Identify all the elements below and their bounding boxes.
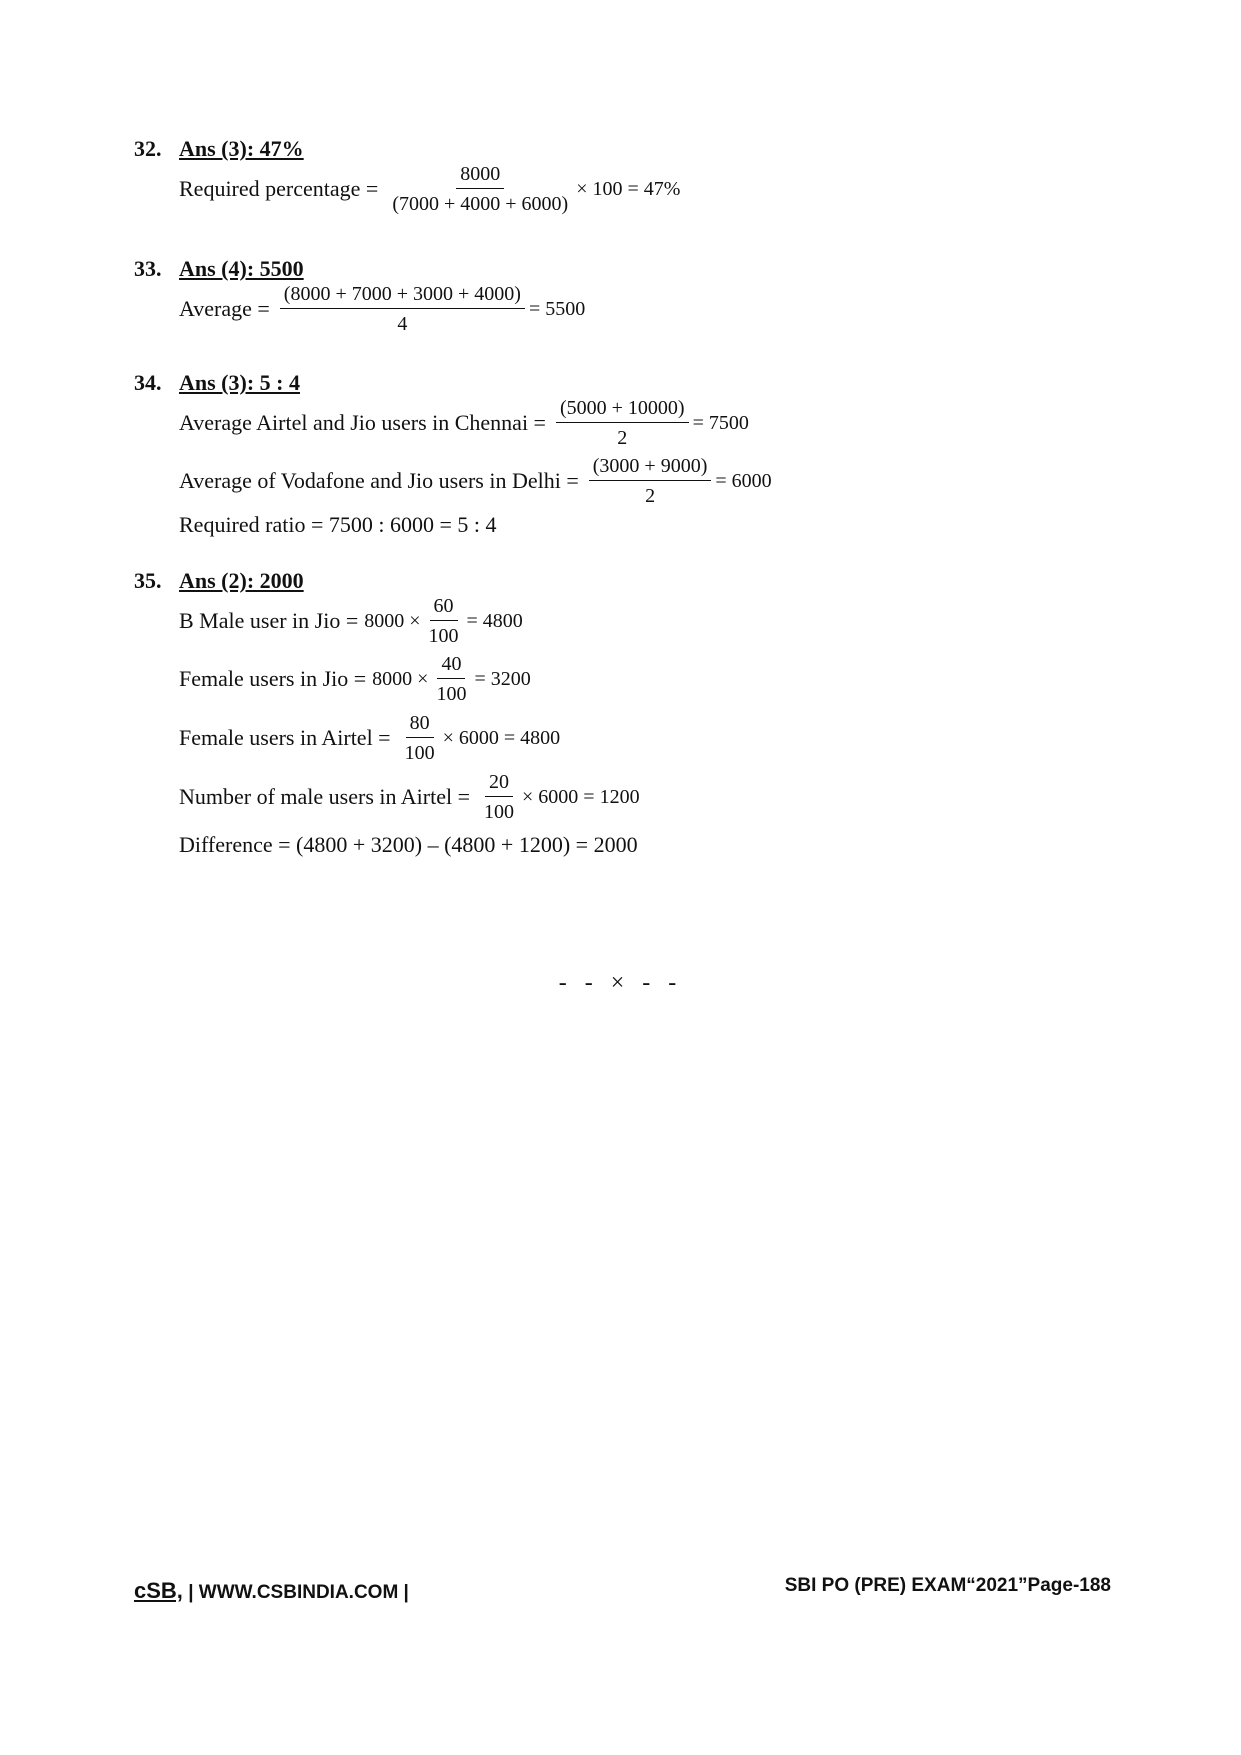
equation-result: = 3200	[474, 667, 531, 690]
fraction	[556, 398, 689, 448]
solution-line	[179, 164, 680, 214]
end-separator: - - × - -	[558, 970, 683, 996]
solution-line	[179, 512, 497, 538]
equation-label: Average =	[179, 296, 270, 321]
brand-logo: cSB,	[134, 1578, 183, 1603]
equation-label: Average of Vodafone and Jio users in Delhi =	[179, 468, 579, 493]
fraction	[425, 596, 463, 646]
denominator: 2	[617, 427, 628, 449]
equation-result: = 4800	[466, 609, 523, 632]
answer-heading: Ans (3): 47%	[179, 136, 304, 161]
fraction	[480, 772, 518, 822]
equation-result: × 6000 = 4800	[442, 726, 561, 749]
solution-line	[179, 398, 749, 448]
question-number: 34.	[134, 370, 162, 395]
solution-line	[179, 772, 640, 822]
equation-result: × 100 = 47%	[576, 177, 681, 200]
equation-label: Average Airtel and Jio users in Chennai =	[179, 410, 546, 435]
question-number: 32.	[134, 136, 162, 161]
footer-left	[134, 1578, 409, 1604]
denominator: 4	[397, 313, 408, 335]
equation-operand: 8000 ×	[372, 667, 429, 690]
equation-label: Female users in Jio =	[179, 666, 367, 691]
fraction	[280, 284, 525, 334]
denominator: 100	[484, 801, 515, 823]
numerator: 80	[406, 713, 434, 738]
answer-heading: Ans (4): 5500	[179, 256, 304, 281]
difference-result: Difference = (4800 + 3200) – (4800 + 1200) = 2000	[179, 832, 638, 857]
numerator: (5000 + 10000)	[556, 398, 689, 423]
solution-line	[179, 832, 638, 858]
solution-line	[179, 713, 560, 763]
equation-result: = 5500	[528, 297, 586, 320]
denominator: 2	[645, 485, 656, 507]
numerator: 60	[430, 596, 458, 621]
answer-heading: Ans (3): 5 : 4	[179, 370, 300, 395]
equation-label: Number of male users in Airtel =	[179, 784, 471, 809]
page-label: SBI PO (PRE) EXAM“2021”Page-188	[784, 1575, 1111, 1596]
website-link[interactable]: | WWW.CSBINDIA.COM |	[188, 1582, 409, 1603]
solution-line	[179, 284, 585, 334]
solution-line	[179, 596, 523, 646]
fraction	[401, 713, 439, 763]
equation-result: = 7500	[692, 411, 749, 434]
equation-result: × 6000 = 1200	[522, 785, 640, 808]
denominator: 100	[404, 742, 435, 764]
answer-heading: Ans (2): 2000	[179, 568, 304, 593]
solution-line	[179, 654, 531, 704]
denominator: 100	[428, 625, 459, 647]
solution-line	[179, 456, 772, 506]
numerator: (8000 + 7000 + 3000 + 4000)	[280, 284, 525, 309]
fraction	[388, 164, 572, 214]
ratio-result: Required ratio = 7500 : 6000 = 5 : 4	[179, 512, 497, 537]
equation-label: Required percentage =	[179, 176, 379, 201]
question-number: 33.	[134, 256, 162, 281]
question-number: 35.	[134, 568, 162, 593]
numerator: 40	[437, 654, 465, 679]
fraction	[432, 654, 470, 704]
equation-operand: 8000 ×	[364, 609, 421, 632]
denominator: 100	[436, 683, 467, 705]
equation-label: B Male user in Jio =	[179, 608, 359, 633]
denominator: (7000 + 4000 + 6000)	[392, 193, 569, 215]
fraction	[589, 456, 712, 506]
equation-result: = 6000	[715, 469, 772, 492]
numerator: (3000 + 9000)	[589, 456, 712, 481]
numerator: 8000	[456, 164, 504, 189]
numerator: 20	[485, 772, 513, 797]
equation-label: Female users in Airtel =	[179, 725, 391, 750]
